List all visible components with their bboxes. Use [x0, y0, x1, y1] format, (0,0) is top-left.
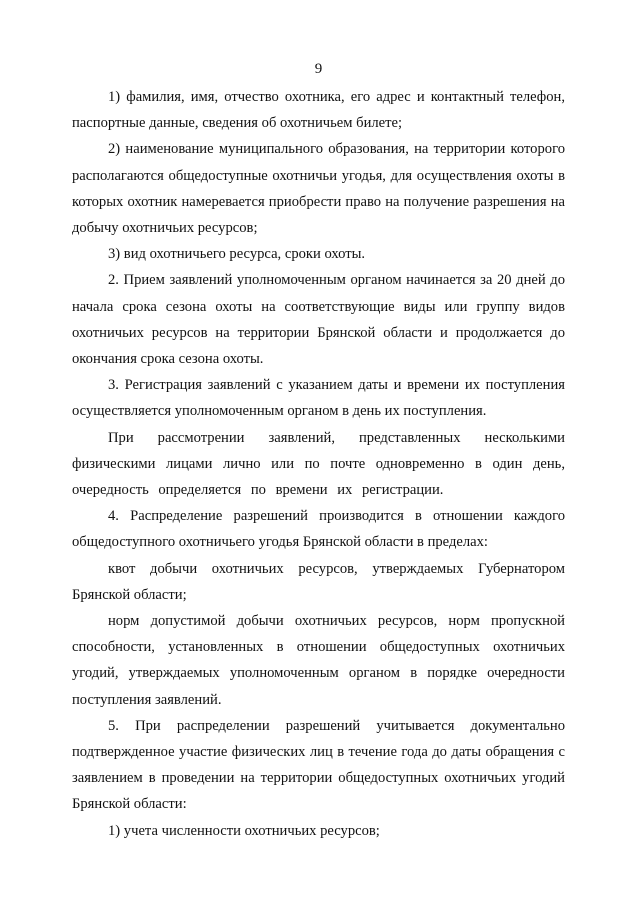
paragraph-1: 1) фамилия, имя, отчество охотника, его адрес и контактный телефон, паспортные данные, сведения об охотничьем билете; — [72, 89, 565, 132]
paragraph-10: 5. При распределении разрешений учитывается документально подтвержденное участие физических лиц в течение года до даты обращения с заявлением в проведении на территории общедоступных охотничьих угодий Брянской области: — [72, 717, 565, 813]
paragraph-5: 3. Регистрация заявлений с указанием даты и времени их поступления осуществляется уполномоченным органом в день их поступления. — [72, 377, 565, 420]
paragraph-2: 2) наименование муниципального образования, на территории которого располагаются общедоступные охотничьи угодья, для осуществления охоты в которых охотник намеревается приобрести право на получение разрешения на добычу охотничьих ресурсов; — [72, 141, 565, 237]
paragraph-8: квот добычи охотничьих ресурсов, утверждаемых Губернатором Брянской области; — [72, 560, 565, 603]
document-page — [72, 58, 565, 844]
paragraph-3: 3) вид охотничьего ресурса, сроки охоты. — [108, 246, 366, 263]
page-number: 9 — [314, 61, 323, 77]
paragraph-9: норм допустимой добычи охотничьих ресурсов, норм пропускной способности, установленных в отношении общедоступных охотничьих угодий, утверждаемых уполномоченным органом в порядке очередности поступления заявлений. — [72, 613, 565, 708]
paragraph-6: При рассмотрении заявлений, представленных несколькими физическими лицами лично или по почте одновременно в один день, очередность определяется по времени их регистрации. — [72, 429, 565, 499]
paragraph-4: 2. Прием заявлений уполномоченным органом начинается за 20 дней до начала срока сезона охоты на соответствующие виды или группу видов охотничьих ресурсов на территории Брянской области и продолжается до окончания срока сезона охоты. — [72, 272, 565, 368]
paragraph-7: 4. Распределение разрешений производится в отношении каждого общедоступного охотничьего угодья Брянской области в пределах: — [72, 508, 565, 551]
paragraph-11: 1) учета численности охотничьих ресурсов; — [108, 822, 380, 839]
